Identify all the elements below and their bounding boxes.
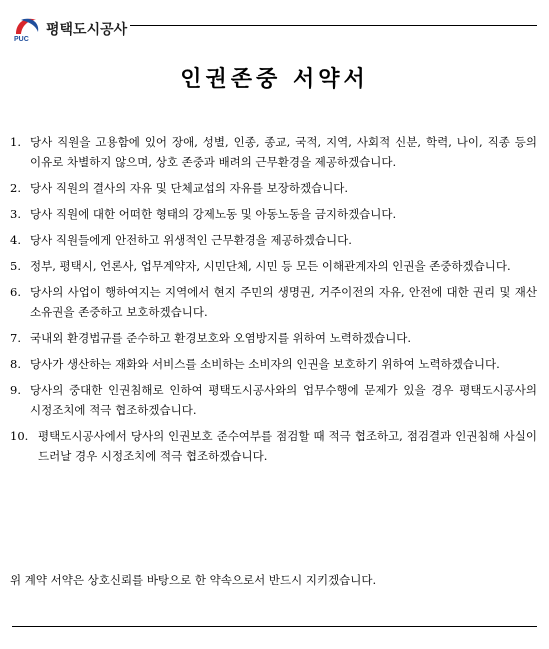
pledge-text: 정부, 평택시, 언론사, 업무계약자, 시민단체, 시민 등 모든 이해관계자의 인권을 존중하겠습니다.: [30, 259, 511, 273]
org-name: 평택도시공사: [46, 22, 128, 38]
pledge-text: 당사 직원의 결사의 자유 및 단체교섭의 자유를 보장하겠습니다.: [30, 181, 349, 195]
pledge-number: 7.: [10, 331, 21, 345]
pledge-text: 당사 직원을 고용함에 있어 장애, 성별, 인종, 종교, 국적, 지역, 사회적 신분, 학력, 나이, 직종 등의 이유로 차별하지 않으며, 상호 존중과 배려의 근무환경을 제공하겠습니다.: [30, 135, 537, 169]
pledge-item: [10, 132, 537, 172]
pledge-item: [10, 328, 537, 348]
pledge-list: [10, 132, 537, 472]
pledge-number: 1.: [10, 135, 21, 149]
pledge-item: [10, 178, 537, 198]
page-title: 인권존중 서약서: [180, 66, 369, 92]
pledge-item: [10, 426, 537, 466]
puc-logo-icon: [12, 14, 42, 42]
pledge-text: 당사 직원들에게 안전하고 위생적인 근무환경을 제공하겠습니다.: [30, 233, 352, 247]
pledge-number: 4.: [10, 233, 21, 247]
pledge-item: [10, 354, 537, 374]
pledge-number: 3.: [10, 207, 21, 221]
pledge-item: [10, 256, 537, 276]
pledge-number: 9.: [10, 383, 21, 397]
header-divider: [130, 25, 537, 26]
pledge-number: 5.: [10, 259, 21, 273]
pledge-number: 8.: [10, 357, 21, 371]
pledge-item: [10, 230, 537, 250]
pledge-item: [10, 380, 537, 420]
closing-statement: 위 계약 서약은 상호신뢰를 바탕으로 한 약속으로서 반드시 지키겠습니다.: [10, 573, 377, 587]
pledge-number: 2.: [10, 181, 21, 195]
pledge-text: 국내외 환경법규를 준수하고 환경보호와 오염방지를 위하여 노력하겠습니다.: [30, 331, 412, 345]
pledge-number: 6.: [10, 285, 21, 299]
pledge-number: 10.: [10, 429, 29, 443]
pledge-text: 당사 직원에 대한 어떠한 형태의 강제노동 및 아동노동을 금지하겠습니다.: [30, 207, 397, 221]
pledge-item: [10, 282, 537, 322]
pledge-item: [10, 204, 537, 224]
pledge-text: 평택도시공사에서 당사의 인권보호 준수여부를 점검할 때 적극 협조하고, 점검결과 인권침해 사실이 드러날 경우 시정조치에 적극 협조하겠습니다.: [38, 429, 537, 463]
footer-divider: [12, 626, 537, 627]
pledge-text: 당사의 중대한 인권침해로 인하여 평택도시공사와의 업무수행에 문제가 있을 경우 평택도시공사의 시정조치에 적극 협조하겠습니다.: [30, 383, 537, 417]
logo-text: PUC: [14, 36, 29, 42]
pledge-text: 당사가 생산하는 재화와 서비스를 소비하는 소비자의 인권을 보호하기 위하여 노력하겠습니다.: [30, 357, 500, 371]
document-header: [12, 14, 537, 44]
pledge-text: 당사의 사업이 행하여지는 지역에서 현지 주민의 생명권, 거주이전의 자유, 안전에 대한 권리 및 재산 소유권을 존중하고 보호하겠습니다.: [30, 285, 537, 319]
